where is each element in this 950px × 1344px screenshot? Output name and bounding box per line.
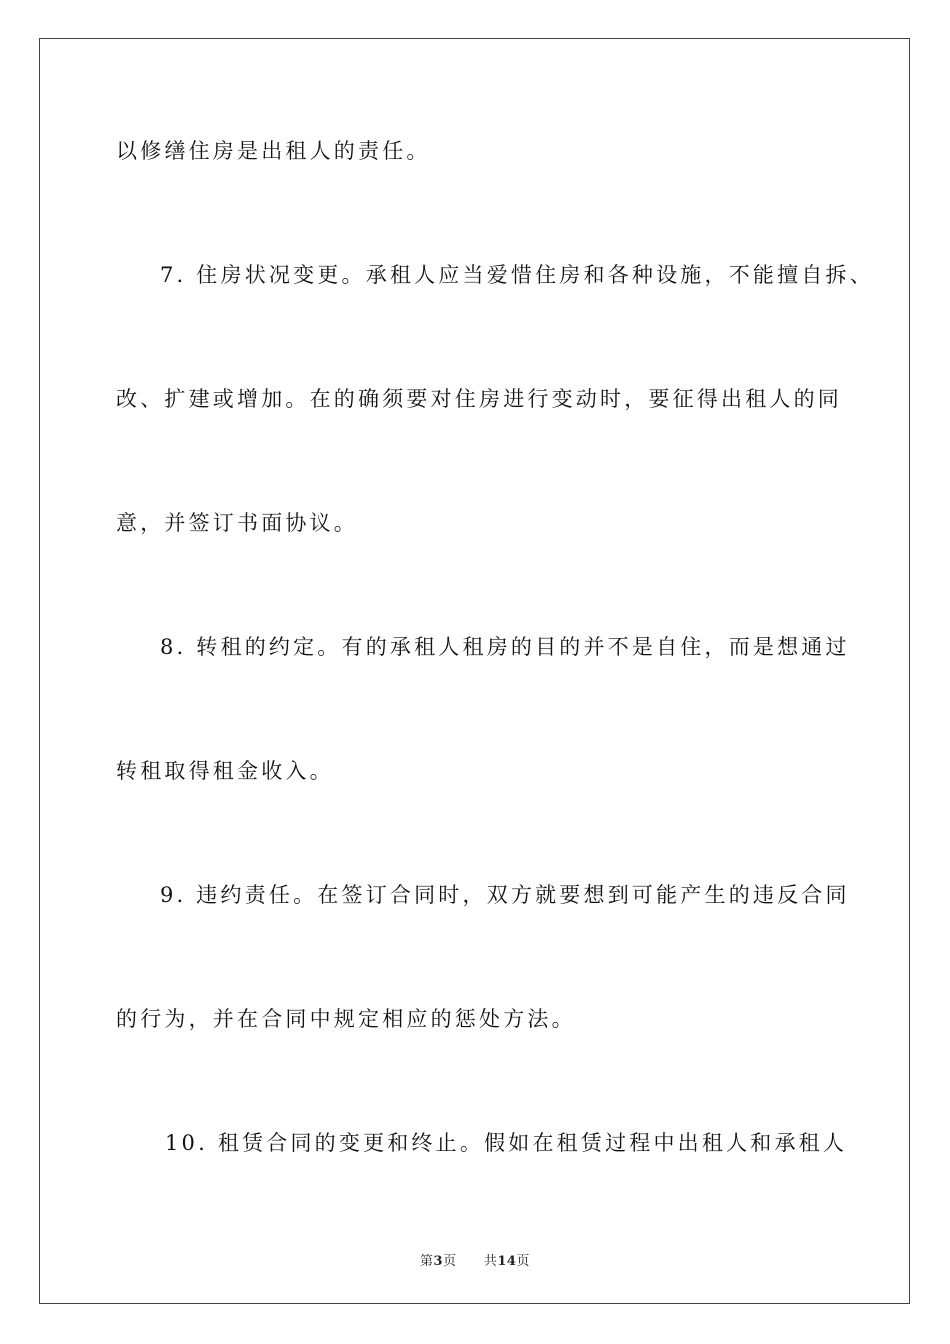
- page-number-label: 第3页: [420, 1254, 457, 1269]
- text-line: 8. 转租的约定。有的承租人租房的目的并不是自住，而是想通过: [160, 635, 850, 659]
- total-page-number: 14: [497, 1254, 517, 1269]
- text-line: 10. 租赁合同的变更和终止。假如在租赁过程中出租人和承租人: [165, 1131, 848, 1155]
- text-line: 7. 住房状况变更。承租人应当爱惜住房和各种设施，不能擅自拆、: [160, 263, 874, 287]
- page-frame: [39, 38, 910, 1304]
- current-page-number: 3: [433, 1254, 444, 1269]
- page-footer: [0, 1250, 950, 1269]
- text-line: 改、扩建或增加。在的确须要对住房进行变动时，要征得出租人的同: [116, 387, 842, 411]
- text-line: 以修缮住房是出租人的责任。: [116, 139, 431, 163]
- text-line: 意，并签订书面协议。: [116, 511, 358, 535]
- total-pages-label: 共14页: [483, 1254, 530, 1269]
- text-line: 转租取得租金收入。: [116, 759, 334, 783]
- text-line: 的行为，并在合同中规定相应的惩处方法。: [116, 1007, 576, 1031]
- text-line: 9. 违约责任。在签订合同时，双方就要想到可能产生的违反合同: [160, 883, 850, 907]
